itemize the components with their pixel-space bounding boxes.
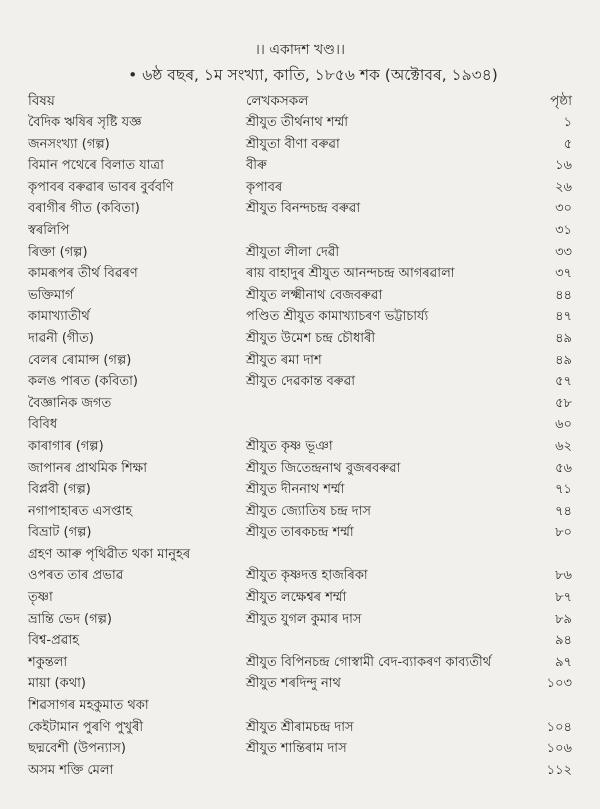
row-author: শ্ৰীযুত বিপিনচন্দ্ৰ গোস্বামী বেদ-ব্যাকৰণ কাব্যতীৰ্থ [246,654,492,670]
contents-row [0,219,600,241]
row-page: ৭৪ [555,503,572,519]
contents-row [0,543,600,565]
row-topic: জনসংখ্যা (গল্প) [28,136,110,152]
row-author: শ্ৰীযুত জিতেন্দ্ৰনাথ বুজৰবৰুৱা [246,460,401,476]
row-author: শ্ৰীযুত ৰমা দাশ [246,352,322,368]
row-topic: কেইটামান পুৰণি পুখুৰী [28,719,144,735]
row-author: পণ্ডিত শ্ৰীযুত কামাখ্যাচৰণ ভট্টাচাৰ্য্য [246,309,429,325]
row-page: ১ [563,115,572,130]
row-topic: ছদ্মবেশী (উপন্যাস) [28,741,126,757]
contents-row [0,586,600,608]
row-topic: মায়া (কথা) [28,676,86,692]
contents-row [0,284,600,306]
contents-row [0,327,600,349]
row-topic: ৰিক্তা (গল্প) [28,244,88,260]
row-topic: শিৱসাগৰ মহকুমাত থকা [28,698,149,714]
row-page: ১৬ [555,158,572,174]
contents-row [0,629,600,651]
row-author: শ্ৰীযুত লক্ষ্মীনাথ বেজবৰুৱা [246,287,383,303]
row-page: ৮৭ [555,590,572,606]
contents-row [0,305,600,327]
contents-row [0,154,600,176]
contents-row [0,737,600,759]
row-topic: বৈদিক ঋষিৰ সৃষ্টি যজ্ঞ [28,115,142,130]
row-author: শ্ৰীযুত তাৰকচন্দ্ৰ শৰ্ম্মা [246,525,354,541]
row-page: ২৬ [555,179,572,195]
row-page: ৪৯ [555,352,572,368]
contents-row [0,262,600,284]
row-author: শ্ৰীযুত জ্যোতিষ চন্দ্ৰ দাস [246,503,371,519]
row-topic: বিশ্ব-প্ৰৱাহ [28,633,79,649]
contents-row [0,608,600,630]
row-author: শ্ৰীযুত উমেশ চন্দ্ৰ চৌধাৰী [246,330,376,346]
contents-list [0,111,600,780]
row-topic: কলঙ পাৰত (কবিতা) [28,374,138,390]
row-topic: বেলৰ ৰোমান্স (গল্প) [28,352,132,368]
row-author: শ্ৰীযুত কৃষ্ণদত্ত হাজৰিকা [246,568,368,584]
row-page: ৯৪ [555,633,572,649]
row-topic: বিবিধ [28,417,58,433]
row-topic: বিভ্ৰাট (গল্প) [28,525,92,541]
row-page: ৪৪ [555,287,572,303]
row-topic: দাৱনী (গীত) [28,330,94,346]
contents-row [0,457,600,479]
row-page: ৩১ [555,222,572,238]
contents-row [0,197,600,219]
row-author: শ্ৰীযুত যুগল কুমাৰ দাস [246,611,362,627]
row-author: বীৰু [246,158,267,174]
row-topic: ওপৰত তাৰ প্ৰভাৱ [28,568,124,584]
issue-heading: • ৬ষ্ঠ বছৰ, ১ম সংখ্যা, কাতি, ১৮৫৬ শক (অক্টোবৰ, ১৯৩৪) [128,66,498,84]
row-author: শ্ৰীযুতা লীলা দেৱী [246,244,340,260]
row-page: ৮৯ [555,611,572,627]
contents-row [0,564,600,586]
contents-row [0,759,600,781]
contents-row [0,651,600,673]
contents-row [0,478,600,500]
contents-row [0,176,600,198]
row-topic: গ্ৰহণ আৰু পৃথিৱীত থকা মানুহৰ [28,546,191,562]
row-author: শ্ৰীযুত শৰদিন্দু নাথ [246,676,341,692]
row-topic: কৃপাবৰ বৰুৱাৰ ভাবৰ বুৰ্ববণি [28,179,174,195]
contents-row [0,672,600,694]
row-author: কৃপাবৰ [246,179,283,195]
row-author: শ্ৰীযুত লক্ষেশ্বৰ শৰ্ম্মা [246,590,347,606]
row-author: শ্ৰীযুতা বীণা বৰুৱা [246,136,340,152]
contents-row [0,500,600,522]
row-page: ৫ [563,136,572,152]
row-author: শ্ৰীযুত দেৱকান্ত বৰুৱা [246,374,355,390]
row-author: শ্ৰীযুত দীননাথ শৰ্ম্মা [246,482,345,498]
row-page: ৫৭ [555,374,572,390]
row-author: শ্ৰীযুত শ্ৰীৰামচন্দ্ৰ দাস [246,719,354,735]
row-page: ৩৩ [555,244,572,260]
contents-row [0,392,600,414]
contents-row [0,694,600,716]
row-page: ৯৭ [555,654,572,670]
row-page: ৪৯ [555,330,572,346]
row-page: ৪৭ [555,309,572,325]
header-topic: বিষয় [28,93,55,109]
row-topic: স্বৰলিপি [28,222,70,238]
contents-row [0,435,600,457]
row-topic: কামাখ্যাতীৰ্থ [28,309,90,325]
row-page: ১০৬ [546,741,572,757]
row-author: শ্ৰীযুত বিনন্দচন্দ্ৰ বৰুৱা [246,201,361,217]
row-topic: অসম শক্তি মেলা [28,762,114,778]
row-page: ১১২ [546,762,572,778]
row-page: ৫৮ [555,395,572,411]
contents-row [0,370,600,392]
row-page: ১০৪ [546,719,572,735]
contents-row [0,133,600,155]
row-page: ৬২ [555,438,572,454]
volume-title: ।। একাদশ খণ্ড।। [254,42,346,58]
row-page: ৬০ [555,417,572,433]
contents-row [0,111,600,133]
contents-row [0,241,600,263]
row-author: ৰায় বাহাদুৰ শ্ৰীযুত আনন্দচন্দ্ৰ আগৰৱালা [246,266,455,282]
row-topic: শকুন্তলা [28,654,68,670]
row-topic: কাৰাগাৰ (গল্প) [28,438,104,454]
contents-row [0,716,600,738]
row-topic: তৃষ্ণা [28,590,53,606]
row-topic: কামৰূপৰ তীৰ্থ বিৱৰণ [28,266,138,282]
row-page: ৩০ [555,201,572,217]
row-page: ৮০ [555,525,572,541]
row-page: ৮৬ [555,568,572,584]
contents-row [0,521,600,543]
row-page: ৫৬ [555,460,572,476]
row-author: শ্ৰীযুত শান্তিৰাম দাস [246,741,347,757]
row-topic: জাপানৰ প্ৰাথমিক শিক্ষা [28,460,147,476]
header-page: পৃষ্ঠা [550,93,572,109]
row-page: ১০৩ [546,676,572,692]
row-topic: ভক্তিমাৰ্গ [28,287,74,303]
row-author: শ্ৰীযুত কৃষ্ণ ভূঞা [246,438,333,454]
contents-row [0,413,600,435]
row-topic: ভ্ৰান্তি ভেদ (গল্প) [28,611,112,627]
row-page: ৭১ [555,482,572,498]
row-author: শ্ৰীযুত তীৰ্থনাথ শৰ্ম্মা [246,115,348,130]
row-topic: বৈজ্ঞানিক জগত [28,395,112,411]
row-topic: বিমান পথেৰে বিলাত যাত্ৰা [28,158,164,174]
row-topic: বৰাগীৰ গীত (কবিতা) [28,201,140,217]
row-topic: বিপ্লবী (গল্প) [28,482,91,498]
header-author: লেখকসকল [246,93,309,109]
contents-row [0,349,600,371]
row-page: ৩৭ [555,266,572,282]
row-topic: নগাপাহাৰত এসপ্তাহ [28,503,133,519]
